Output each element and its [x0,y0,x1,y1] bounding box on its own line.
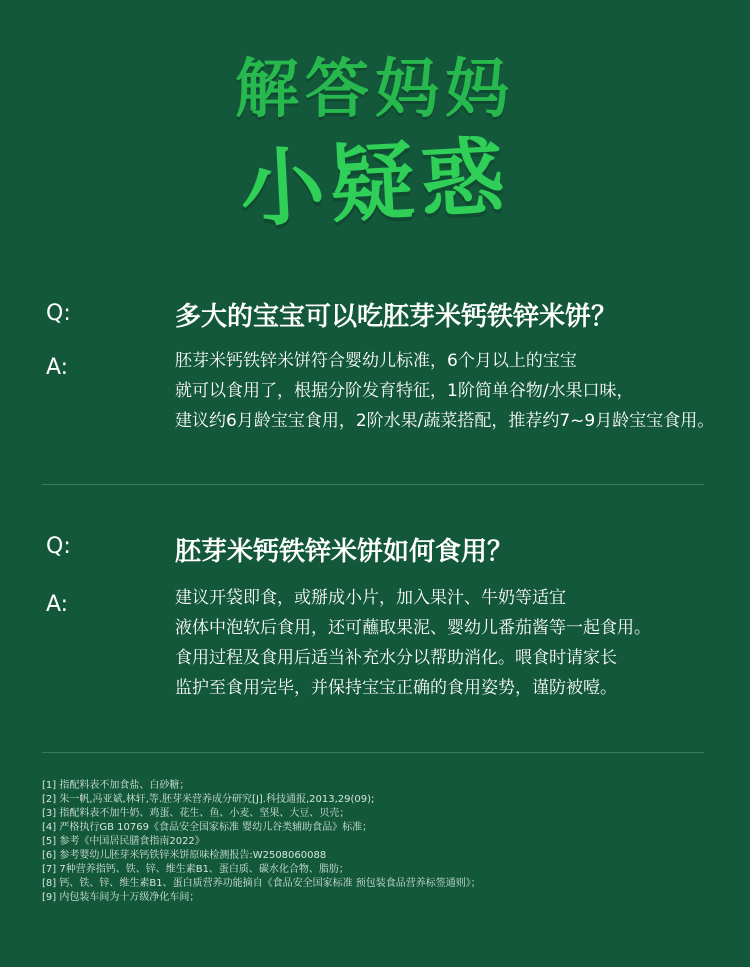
answer-line: 建议约6月龄宝宝食用，2阶水果/蔬菜搭配，推荐约7~9月龄宝宝食用。 [175,411,715,431]
divider [42,484,704,485]
answer-line: 胚芽米钙铁锌米饼符合婴幼儿标准，6个月以上的宝宝 [175,351,577,371]
answer-line: 建议开袋即食，或掰成小片，加入果汁、牛奶等适宜 [175,588,566,608]
footnote: [6] 参考婴幼儿胚芽米钙铁锌米饼原味检测报告:W2508060088 [42,850,327,861]
footnote: [5] 参考《中国居民膳食指南2022》 [42,836,205,847]
q-label: Q: [46,301,71,326]
a-label: A: [46,592,69,617]
footnote: [1] 指配料表不加食盐、白砂糖； [42,780,190,791]
question-text: 胚芽米钙铁锌米饼如何食用？ [175,537,514,567]
answer-line: 食用过程及食用后适当补充水分以帮助消化。喂食时请家长 [175,648,617,668]
footnote: [4] 严格执行GB 10769《食品安全国家标准 婴幼儿谷类辅助食品》标准； [42,822,373,833]
footnotes [42,779,722,905]
q-label: Q: [46,534,71,559]
footnote: [7] 7种营养指钙、铁、锌、维生素B1、蛋白质、碳水化合物、脂肪； [42,864,349,875]
title-line-1: 解答妈妈 [235,53,515,127]
answer-line: 液体中泡软后食用，还可蘸取果泥、婴幼儿番茄酱等一起食用。 [175,618,651,638]
divider [42,752,704,753]
answer-text [175,583,651,703]
question-text: 多大的宝宝可以吃胚芽米钙铁锌米饼？ [175,302,618,332]
footnote: [3] 指配料表不加牛奶、鸡蛋、花生、鱼、小麦、坚果、大豆、贝壳； [42,808,350,819]
answer-line: 就可以食用了，根据分阶发育特征，1阶简单谷物/水果口味， [175,381,634,401]
answer-line: 监护至食用完毕，并保持宝宝正确的食用姿势，谨防被噎。 [175,678,617,698]
a-label: A: [46,355,69,380]
footnote: [8] 钙、铁、锌、维生素B1、蛋白质营养功能摘自《食品安全国家标准 预包装食品营养标签通则》； [42,878,481,889]
footnote: [9] 内包装车间为十万级净化车间； [42,892,200,903]
title-line-2: 小疑惑 [237,126,513,239]
answer-text [175,346,714,436]
footnote: [2] 朱一帆,冯亚斌,林轩,等.胚芽米营养成分研究[J].科技通报,2013,29(09); [42,794,375,805]
